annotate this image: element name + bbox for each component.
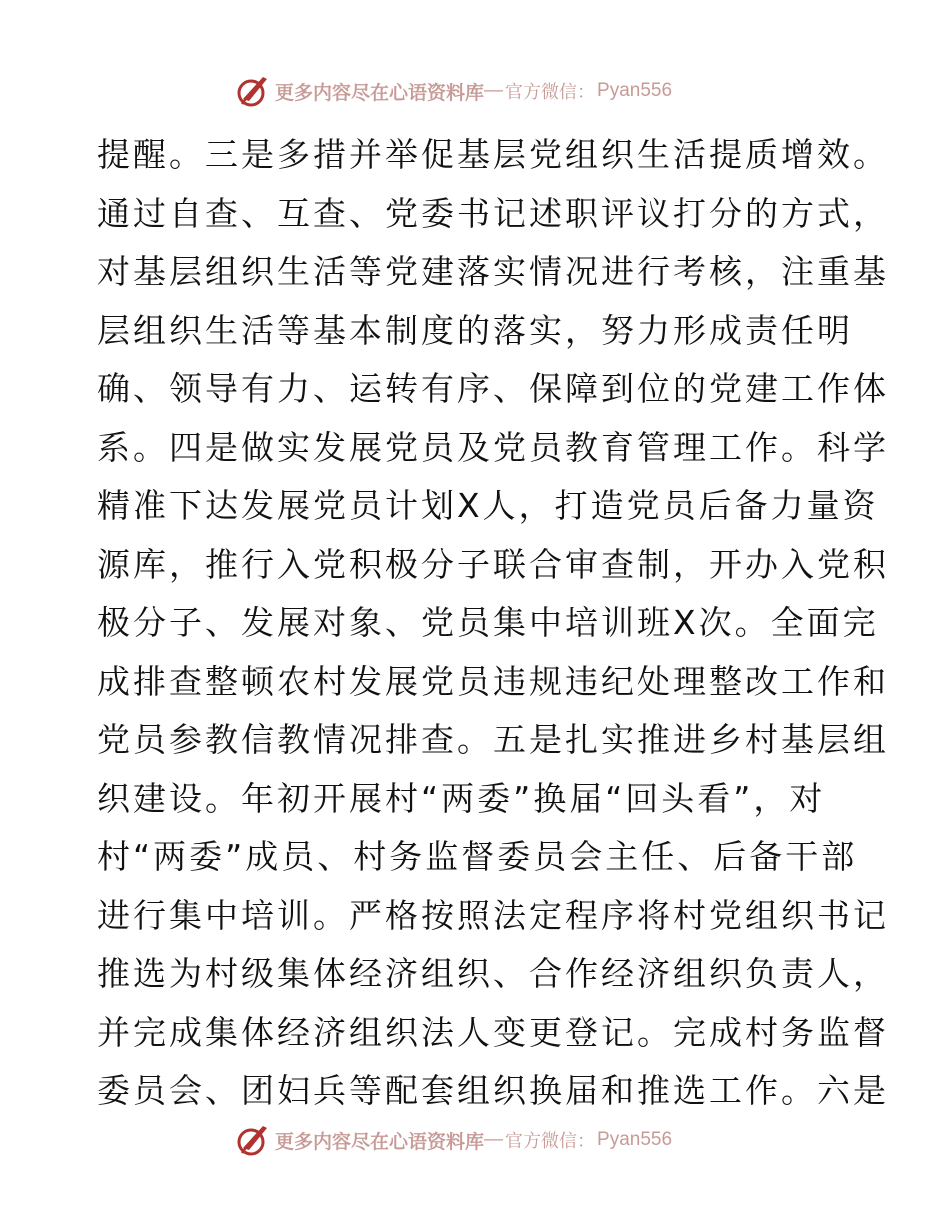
watermark-official-label: 官方微信：: [505, 82, 596, 103]
text-line: 进行集中培训。严格按照法定程序将村党组织书记: [97, 895, 889, 935]
text-line: 系。四是做实发展党员及党员教育管理工作。科学: [97, 427, 889, 467]
text-line: 极分子、发展对象、党员集中培训班X次。全面完: [97, 603, 879, 642]
header-watermark: [233, 71, 753, 111]
text-line: 村“两委”成员、村务监督委员会主任、后备干部: [97, 837, 858, 876]
text-line: 并完成集体经济组织法人变更登记。完成村务监督: [97, 1012, 889, 1052]
text-line: 委员会、团妇兵等配套组织换届和推选工作。六是: [97, 1071, 889, 1110]
footer-watermark: [233, 1120, 753, 1160]
text-line: 成排查整顿农村发展党员违规违纪处理整改工作和: [97, 661, 889, 701]
text-line: 源库，推行入党积极分子联合审查制，开办入党积: [97, 544, 889, 584]
text-line: 确、领导有力、运转有序、保障到位的党建工作体: [97, 369, 889, 408]
text-line: 层组织生活等基本制度的落实，努力形成责任明: [97, 310, 853, 350]
quill-logo-icon: [233, 1122, 273, 1158]
text-line: 精准下达发展党员计划X人，打造党员后备力量资: [97, 486, 879, 525]
document-body: [97, 126, 889, 1121]
text-line: 党员参教信教情况排查。五是扎实推进乡村基层组: [97, 720, 889, 759]
watermark-main-text: 更多内容尽在心语资料库: [275, 81, 485, 104]
watermark-wechat-id: Pyan556: [597, 80, 673, 101]
text-line: 通过自查、互查、党委书记述职评议打分的方式，: [97, 193, 889, 233]
watermark-main-text: 更多内容尽在心语资料库: [275, 1130, 485, 1153]
text-line: 织建设。年初开展村“两委”换届“回头看”，对: [97, 778, 826, 818]
quill-logo-icon: [233, 73, 273, 109]
watermark-dash: —: [484, 1129, 504, 1150]
text-line: 对基层组织生活等党建落实情况进行考核，注重基: [97, 252, 889, 291]
watermark-dash: —: [484, 80, 504, 101]
text-line: 推选为村级集体经济组织、合作经济组织负责人，: [97, 954, 889, 993]
watermark-official-label: 官方微信：: [505, 1131, 596, 1152]
text-line: 提醒。三是多措并举促基层党组织生活提质增效。: [97, 135, 889, 174]
watermark-wechat-id: Pyan556: [597, 1129, 673, 1150]
